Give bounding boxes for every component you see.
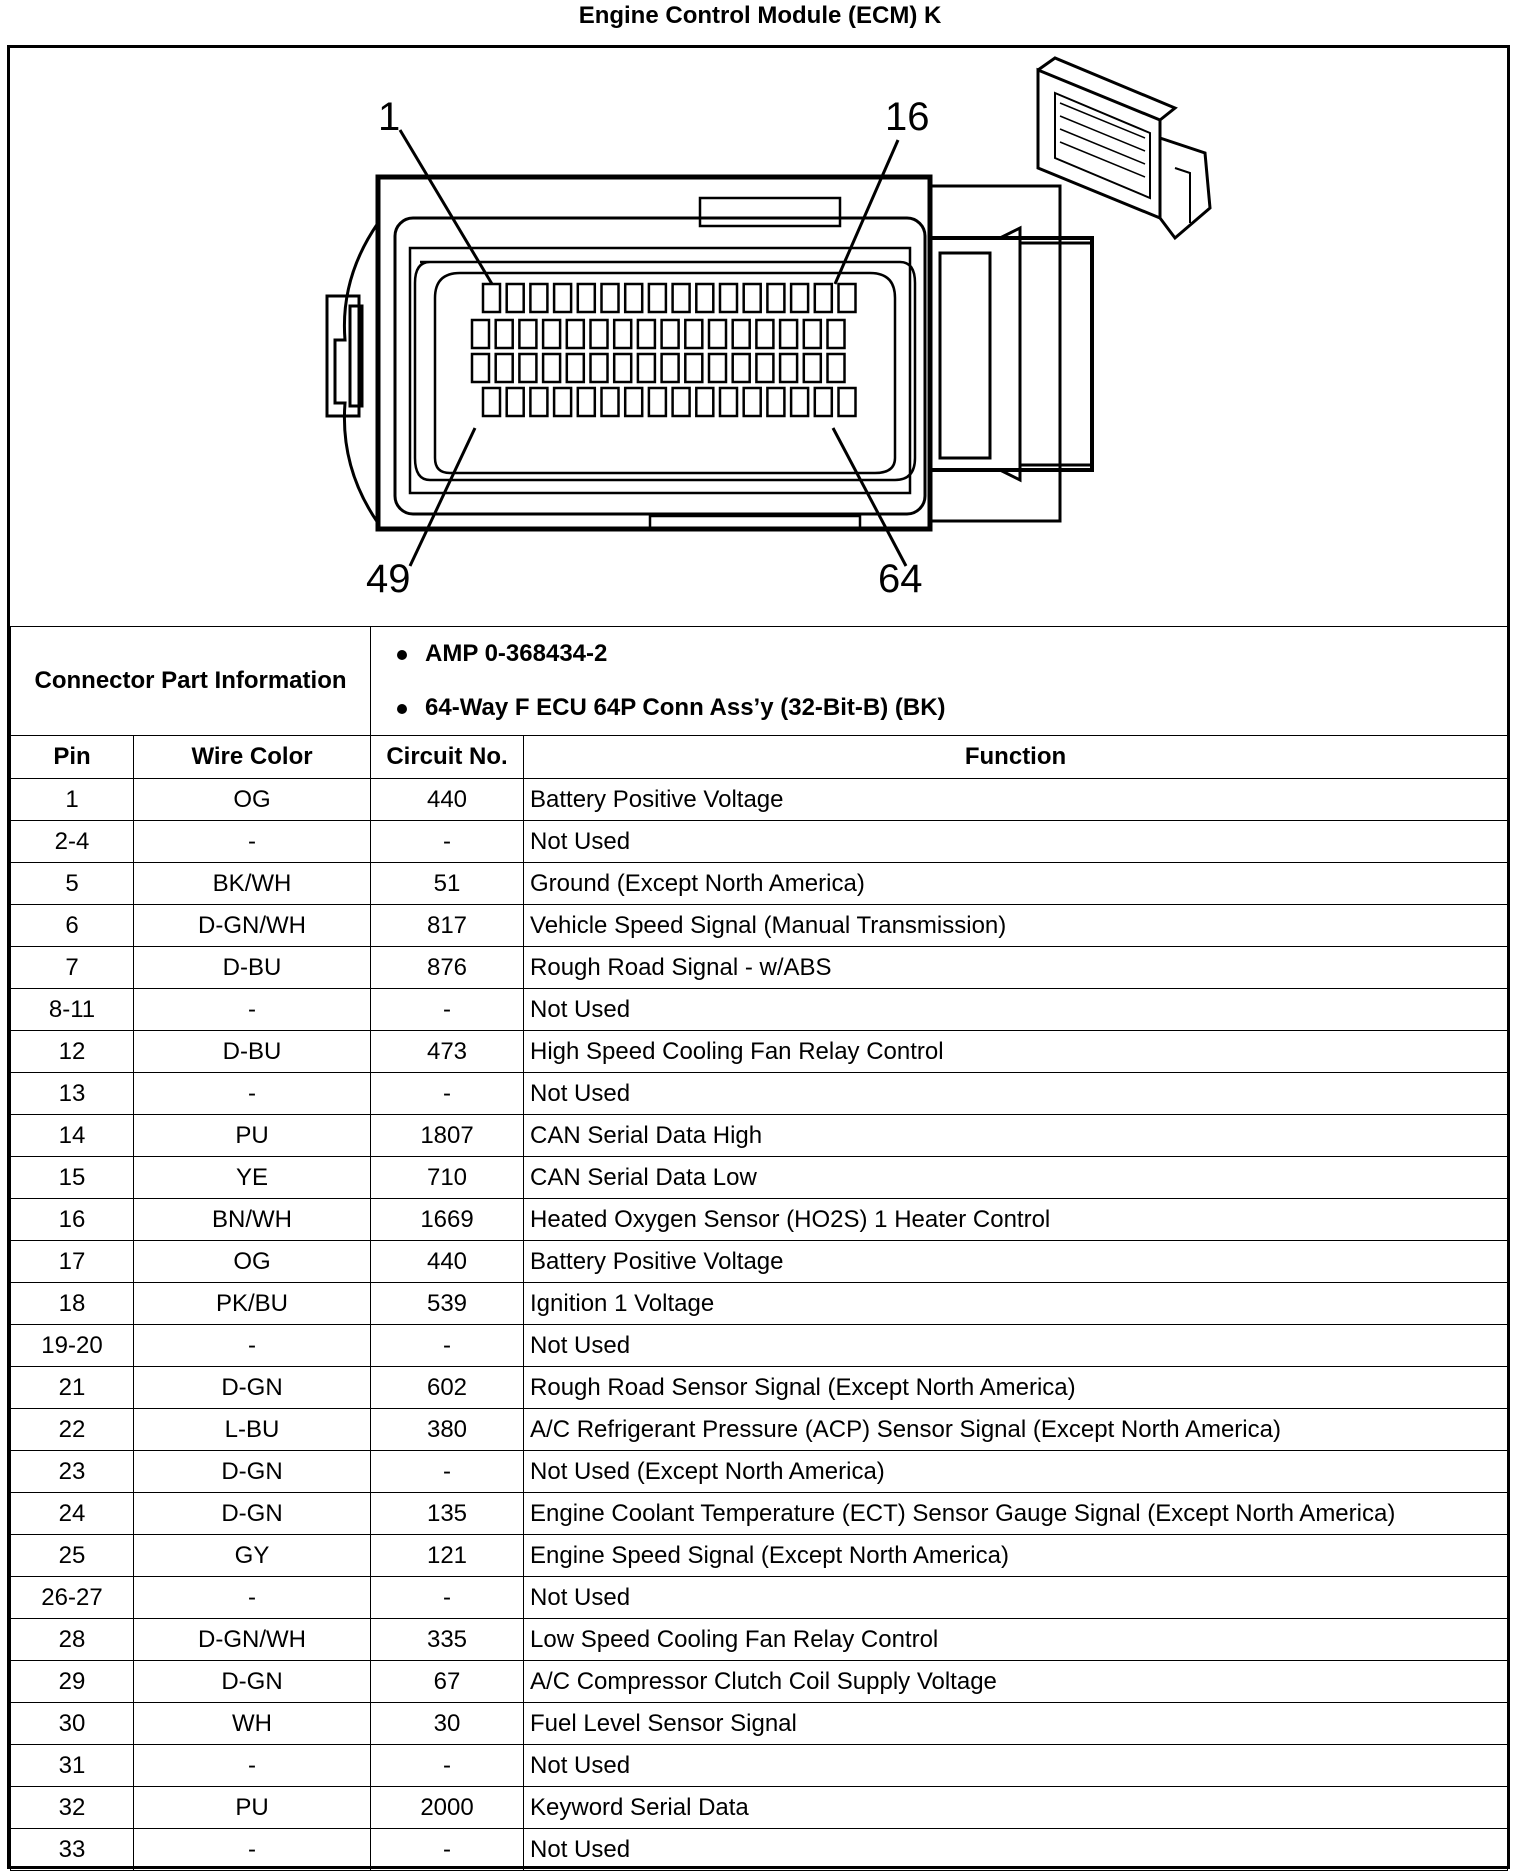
- pin-cavity: [530, 388, 547, 416]
- cell-wire-color: BK/WH: [134, 863, 371, 905]
- table-row: [11, 1241, 1508, 1283]
- cell-wire-color: -: [134, 1577, 371, 1619]
- leader-line-pin-49: [410, 428, 475, 566]
- cell-function: CAN Serial Data Low: [524, 1157, 1508, 1199]
- table-row: [11, 821, 1508, 863]
- cell-circuit: 135: [371, 1493, 524, 1535]
- pin-cavity: [662, 320, 679, 348]
- cell-pin: 19-20: [11, 1325, 134, 1367]
- cell-pin: 17: [11, 1241, 134, 1283]
- cell-pin: 24: [11, 1493, 134, 1535]
- cell-circuit: -: [371, 1745, 524, 1787]
- cell-pin: 14: [11, 1115, 134, 1157]
- pin-cavity: [720, 284, 737, 312]
- table-row: [11, 1787, 1508, 1829]
- column-header-wire-color: Wire Color: [134, 736, 371, 779]
- pin-cavity: [804, 320, 821, 348]
- cell-wire-color: D-GN: [134, 1493, 371, 1535]
- connector-left-latch: [335, 223, 378, 523]
- cell-wire-color: D-BU: [134, 947, 371, 989]
- cell-wire-color: D-GN: [134, 1661, 371, 1703]
- cell-circuit: 539: [371, 1283, 524, 1325]
- cell-circuit: 1669: [371, 1199, 524, 1241]
- cell-wire-color: -: [134, 989, 371, 1031]
- cell-circuit: -: [371, 1073, 524, 1115]
- cell-pin: 5: [11, 863, 134, 905]
- table-row: [11, 1535, 1508, 1577]
- cell-function: Keyword Serial Data: [524, 1787, 1508, 1829]
- cell-wire-color: D-GN: [134, 1367, 371, 1409]
- pin-cavity: [720, 388, 737, 416]
- cell-wire-color: -: [134, 1325, 371, 1367]
- pin-cavity: [638, 320, 655, 348]
- cell-wire-color: D-GN: [134, 1451, 371, 1493]
- connector-isometric-icon: [1038, 58, 1210, 238]
- cell-circuit: 1807: [371, 1115, 524, 1157]
- pin-cavity: [507, 284, 524, 312]
- pin-cavity: [709, 354, 726, 382]
- cell-circuit: -: [371, 1829, 524, 1871]
- cell-circuit: -: [371, 1325, 524, 1367]
- cell-circuit: 30: [371, 1703, 524, 1745]
- cell-pin: 25: [11, 1535, 134, 1577]
- pin-cavity: [472, 354, 489, 382]
- cell-function: Ground (Except North America): [524, 863, 1508, 905]
- cell-pin: 7: [11, 947, 134, 989]
- pin-cavity: [567, 320, 584, 348]
- pin-cavity: [791, 284, 808, 312]
- cell-wire-color: GY: [134, 1535, 371, 1577]
- cell-function: Not Used: [524, 1325, 1508, 1367]
- cell-wire-color: -: [134, 1073, 371, 1115]
- connector-part-info-item: AMP 0-368434-2: [395, 627, 1507, 681]
- cell-wire-color: BN/WH: [134, 1199, 371, 1241]
- connector-part-info-item: 64-Way F ECU 64P Conn Ass’y (32-Bit-B) (BK): [395, 681, 1507, 735]
- cell-wire-color: WH: [134, 1703, 371, 1745]
- table-row: [11, 1661, 1508, 1703]
- pin-cavity: [614, 320, 631, 348]
- cell-wire-color: D-GN/WH: [134, 1619, 371, 1661]
- table-row: [11, 1115, 1508, 1157]
- pin-cavity: [780, 354, 797, 382]
- cell-wire-color: OG: [134, 779, 371, 821]
- cell-circuit: 817: [371, 905, 524, 947]
- bullet-icon: [397, 650, 407, 660]
- cell-wire-color: -: [134, 821, 371, 863]
- cell-pin: 1: [11, 779, 134, 821]
- cell-circuit: 121: [371, 1535, 524, 1577]
- pin-cavity: [638, 354, 655, 382]
- cell-pin: 18: [11, 1283, 134, 1325]
- cell-pin: 31: [11, 1745, 134, 1787]
- cell-function: Rough Road Signal - w/ABS: [524, 947, 1508, 989]
- cell-pin: 26-27: [11, 1577, 134, 1619]
- table-row: [11, 1409, 1508, 1451]
- cell-function: Not Used: [524, 989, 1508, 1031]
- pin-label-1: 1: [378, 95, 401, 139]
- pin-cavity: [578, 388, 595, 416]
- cell-circuit: 380: [371, 1409, 524, 1451]
- table-row: [11, 863, 1508, 905]
- cell-circuit: -: [371, 989, 524, 1031]
- pin-cavity: [519, 354, 536, 382]
- pin-cavity: [662, 354, 679, 382]
- cell-pin: 22: [11, 1409, 134, 1451]
- pin-cavity: [804, 354, 821, 382]
- pin-label-49: 49: [366, 557, 411, 601]
- pin-cavity: [602, 388, 619, 416]
- cell-circuit: 51: [371, 863, 524, 905]
- pin-label-16: 16: [885, 95, 930, 139]
- cell-wire-color: PK/BU: [134, 1283, 371, 1325]
- pin-cavity: [815, 284, 832, 312]
- cell-circuit: 440: [371, 1241, 524, 1283]
- pin-cavity: [649, 284, 666, 312]
- table-row: [11, 989, 1508, 1031]
- pin-cavity: [685, 320, 702, 348]
- cell-pin: 12: [11, 1031, 134, 1073]
- cell-wire-color: OG: [134, 1241, 371, 1283]
- cell-circuit: 876: [371, 947, 524, 989]
- pin-cavity: [685, 354, 702, 382]
- cell-circuit: 710: [371, 1157, 524, 1199]
- pin-cavity: [673, 388, 690, 416]
- cell-function: Not Used: [524, 821, 1508, 863]
- cell-function: Not Used (Except North America): [524, 1451, 1508, 1493]
- pin-cavity: [625, 284, 642, 312]
- pin-cavity: [591, 354, 608, 382]
- cell-function: Not Used: [524, 1829, 1508, 1871]
- cell-function: Not Used: [524, 1073, 1508, 1115]
- pin-cavity: [756, 354, 773, 382]
- pin-cavity: [496, 354, 513, 382]
- pin-cavity: [567, 354, 584, 382]
- pin-cavity: [767, 284, 784, 312]
- cell-function: Low Speed Cooling Fan Relay Control: [524, 1619, 1508, 1661]
- connector-diagram: [10, 48, 1507, 623]
- cell-wire-color: -: [134, 1829, 371, 1871]
- cell-pin: 8-11: [11, 989, 134, 1031]
- cell-wire-color: PU: [134, 1115, 371, 1157]
- cell-pin: 28: [11, 1619, 134, 1661]
- pin-cavity: [554, 284, 571, 312]
- cell-pin: 16: [11, 1199, 134, 1241]
- pin-label-64: 64: [878, 557, 923, 601]
- cell-function: Engine Coolant Temperature (ECT) Sensor Gauge Signal (Except North America): [524, 1493, 1508, 1535]
- cell-wire-color: L-BU: [134, 1409, 371, 1451]
- column-header-function: Function: [524, 736, 1508, 779]
- table-row: [11, 1619, 1508, 1661]
- table-row: [11, 1703, 1508, 1745]
- cell-pin: 13: [11, 1073, 134, 1115]
- table-row: [11, 947, 1508, 989]
- cell-pin: 21: [11, 1367, 134, 1409]
- page-title: Engine Control Module (ECM) K: [578, 2, 942, 29]
- table-row: [11, 1325, 1508, 1367]
- pin-cavity: [519, 320, 536, 348]
- pin-cavity: [543, 354, 560, 382]
- table-row: [11, 1577, 1508, 1619]
- cell-pin: 23: [11, 1451, 134, 1493]
- pin-cavity: [543, 320, 560, 348]
- cell-function: A/C Refrigerant Pressure (ACP) Sensor Signal (Except North America): [524, 1409, 1508, 1451]
- cell-circuit: 602: [371, 1367, 524, 1409]
- pin-cavity: [791, 388, 808, 416]
- cell-pin: 30: [11, 1703, 134, 1745]
- cell-function: Battery Positive Voltage: [524, 779, 1508, 821]
- cell-function: Heated Oxygen Sensor (HO2S) 1 Heater Control: [524, 1199, 1508, 1241]
- pin-cavity: [733, 320, 750, 348]
- pin-cavity: [625, 388, 642, 416]
- pin-cavity: [554, 388, 571, 416]
- pin-cavity: [483, 388, 500, 416]
- connector-part-info-values: [371, 627, 1508, 736]
- cell-function: High Speed Cooling Fan Relay Control: [524, 1031, 1508, 1073]
- table-row: [11, 1157, 1508, 1199]
- pin-cavity: [507, 388, 524, 416]
- pinout-table: [10, 626, 1508, 1871]
- pin-cavity: [602, 284, 619, 312]
- cell-function: Not Used: [524, 1745, 1508, 1787]
- cell-function: Not Used: [524, 1577, 1508, 1619]
- table-row: [11, 779, 1508, 821]
- cell-wire-color: PU: [134, 1787, 371, 1829]
- pin-cavity: [696, 284, 713, 312]
- pin-cavity: [839, 284, 856, 312]
- pin-cavity: [839, 388, 856, 416]
- pin-grid: [472, 284, 856, 416]
- cell-circuit: 440: [371, 779, 524, 821]
- cell-pin: 33: [11, 1829, 134, 1871]
- table-row: [11, 905, 1508, 947]
- column-header-pin: Pin: [11, 736, 134, 779]
- cell-circuit: 2000: [371, 1787, 524, 1829]
- cell-function: Engine Speed Signal (Except North America): [524, 1535, 1508, 1577]
- connector-part-info-row: [11, 627, 1508, 736]
- table-row: [11, 1493, 1508, 1535]
- column-header-circuit: Circuit No.: [371, 736, 524, 779]
- pin-cavity: [696, 388, 713, 416]
- cell-function: A/C Compressor Clutch Coil Supply Voltage: [524, 1661, 1508, 1703]
- table-row: [11, 1367, 1508, 1409]
- cell-pin: 6: [11, 905, 134, 947]
- connector-part-info-label: Connector Part Information: [11, 627, 371, 736]
- pin-cavity: [828, 354, 845, 382]
- pin-cavity: [780, 320, 797, 348]
- pin-cavity: [709, 320, 726, 348]
- cell-function: Rough Road Sensor Signal (Except North America): [524, 1367, 1508, 1409]
- cell-pin: 2-4: [11, 821, 134, 863]
- pin-cavity: [815, 388, 832, 416]
- pin-cavity: [673, 284, 690, 312]
- pin-cavity: [649, 388, 666, 416]
- pin-cavity: [591, 320, 608, 348]
- bullet-icon: [397, 704, 407, 714]
- cell-function: CAN Serial Data High: [524, 1115, 1508, 1157]
- pin-cavity: [472, 320, 489, 348]
- pin-cavity: [614, 354, 631, 382]
- cell-wire-color: YE: [134, 1157, 371, 1199]
- cell-circuit: 335: [371, 1619, 524, 1661]
- cell-circuit: -: [371, 1577, 524, 1619]
- pin-cavity: [744, 284, 761, 312]
- table-header-row: [11, 736, 1508, 779]
- pin-cavity: [767, 388, 784, 416]
- pin-cavity: [744, 388, 761, 416]
- cell-function: Ignition 1 Voltage: [524, 1283, 1508, 1325]
- cell-function: Fuel Level Sensor Signal: [524, 1703, 1508, 1745]
- pin-cavity: [496, 320, 513, 348]
- cell-circuit: 473: [371, 1031, 524, 1073]
- table-row: [11, 1829, 1508, 1871]
- pin-cavity: [578, 284, 595, 312]
- cell-pin: 15: [11, 1157, 134, 1199]
- cell-wire-color: D-GN/WH: [134, 905, 371, 947]
- table-row: [11, 1031, 1508, 1073]
- cell-wire-color: D-BU: [134, 1031, 371, 1073]
- cell-wire-color: -: [134, 1745, 371, 1787]
- cell-function: Vehicle Speed Signal (Manual Transmission): [524, 905, 1508, 947]
- table-row: [11, 1283, 1508, 1325]
- cell-pin: 29: [11, 1661, 134, 1703]
- table-row: [11, 1073, 1508, 1115]
- table-row: [11, 1199, 1508, 1241]
- pin-cavity: [530, 284, 547, 312]
- table-row: [11, 1745, 1508, 1787]
- pin-cavity: [756, 320, 773, 348]
- pin-cavity: [483, 284, 500, 312]
- pin-cavity: [828, 320, 845, 348]
- cell-circuit: -: [371, 1451, 524, 1493]
- table-row: [11, 1451, 1508, 1493]
- cell-function: Battery Positive Voltage: [524, 1241, 1508, 1283]
- cell-circuit: -: [371, 821, 524, 863]
- cell-pin: 32: [11, 1787, 134, 1829]
- cell-circuit: 67: [371, 1661, 524, 1703]
- pin-cavity: [733, 354, 750, 382]
